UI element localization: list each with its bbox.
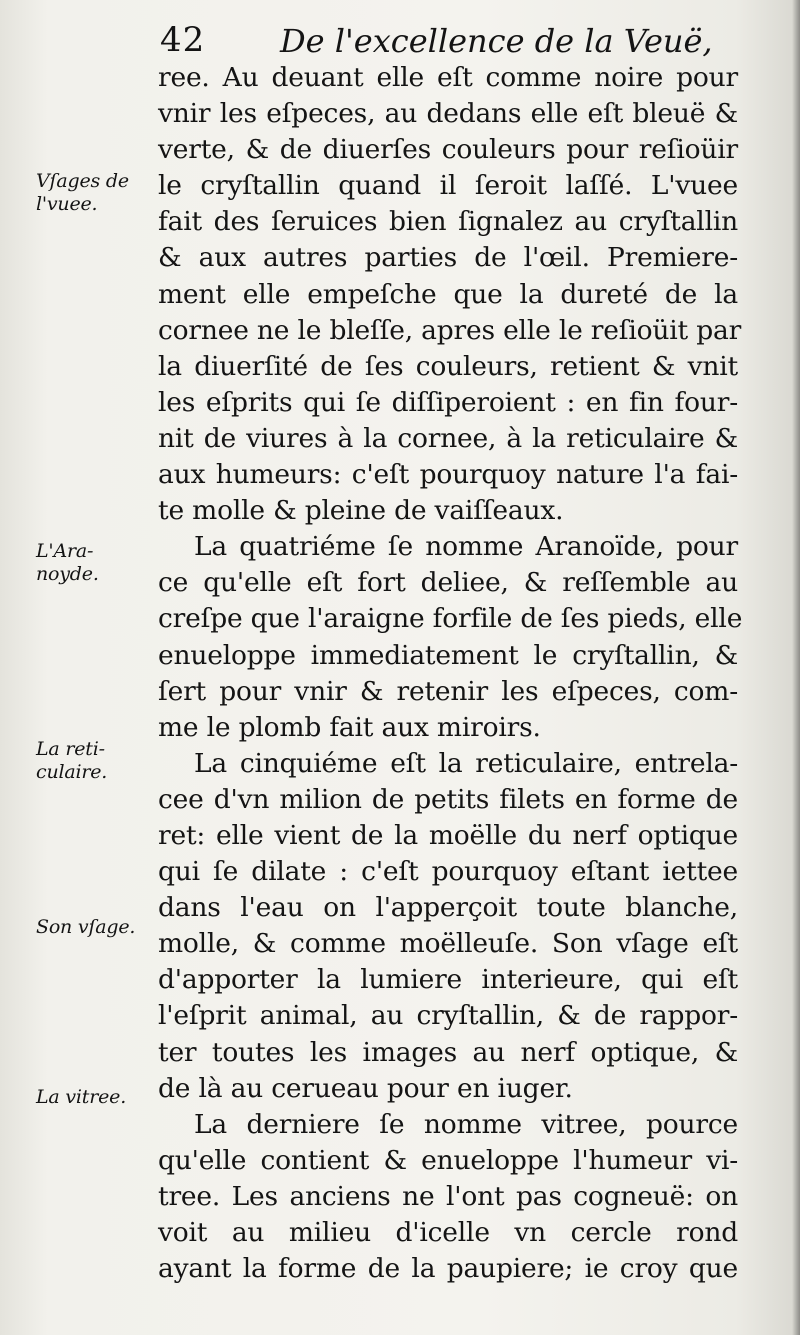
text-line: ce qu'elle eſt fort deliee, & reſſemble au [158,567,738,599]
text-line: d'apporter la lumiere interieure, qui eſt [158,964,738,996]
text-line: cee d'vn milion de petits filets en forme de [158,783,738,815]
text-line: ter toutes les images au nerf optique, & [158,1036,738,1068]
text-line: ment elle empeſche que la dureté de la [158,278,738,310]
body-text [158,60,743,1287]
margin-note-son-usage [36,916,154,939]
margin-note-line: La vitree. [36,1086,127,1108]
text-line: te molle & pleine de vaiſſeaux. [158,495,564,527]
text-line: la diuerſité de ſes couleurs, retient & vnit [158,350,738,382]
text-line: & aux autres parties de l'œil. Premiere- [158,242,738,274]
text-line: tree. Les anciens ne l'ont pas cogneuë: on [158,1180,738,1212]
page-edge-shadow [792,0,800,1335]
text-line: aux humeurs: c'eſt pourquoy nature l'a fai- [158,459,738,491]
text-line: La cinquiéme eſt la reticulaire, entrela- [194,747,738,779]
margin-note-line: l'vuee. [36,193,98,215]
text-line: ſert pour vnir & retenir les eſpeces, com- [158,675,738,707]
text-line: dans l'eau on l'apperçoit toute blanche, [158,892,738,924]
text-line: La derniere ſe nomme vitree, pource [194,1108,738,1140]
text-line: ree. Au deuant elle eſt comme noire pour [158,62,738,93]
margin-note-line: La reti- [36,738,105,760]
margin-note-line: Vſages de [36,170,129,192]
margin-note-aranoyde [36,540,154,586]
margin-note-usages-vuee [36,170,154,216]
margin-note-vitree [36,1086,154,1109]
text-line: La quatriéme ſe nomme Aranoïde, pour [194,531,738,563]
text-line: creſpe que l'araigne forfile de ſes pieds, elle [158,603,743,635]
text-line: ret: elle vient de la moëlle du nerf optique [158,819,738,851]
text-line: le cryſtallin quand il ſeroit laſſé. L'vuee [158,170,738,202]
text-line: voit au milieu d'icelle vn cercle rond [158,1217,738,1248]
margin-note-line: noyde. [36,563,99,585]
text-line: les eſprits qui ſe diſſiperoient : en fin four- [158,386,738,418]
text-line: ayant la forme de la paupiere; ie croy que [158,1253,738,1285]
text-line: enueloppe immediatement le cryſtallin, & [158,639,738,671]
running-title: De l'excellence de la Veuë, [280,22,713,60]
margin-note-reticulaire [36,738,154,784]
margin-note-line: Son vſage. [36,916,136,938]
text-line: qu'elle contient & enueloppe l'humeur vi- [158,1144,738,1176]
margin-note-line: culaire. [36,761,108,783]
text-line: qui ſe dilate : c'eſt pourquoy eſtant iettee [158,856,738,888]
text-line: verte, & de diuerſes couleurs pour reſioüir [158,134,738,166]
text-line: de là au cerueau pour en iuger. [158,1072,573,1104]
text-line: me le plomb fait aux miroirs. [158,711,541,743]
text-line: vnir les eſpeces, au dedans elle eſt bleuë & [158,98,738,130]
text-line: fait des ſeruices bien ſignalez au cryſtallin [158,206,738,238]
text-line: molle, & comme moëlleuſe. Son vſage eſt [158,928,738,960]
page-number: 42 [160,20,206,60]
text-line: cornee ne le bleſſe, apres elle le reſioüit par [158,314,742,346]
margin-note-line: L'Ara- [36,540,94,562]
text-line: nit de viures à la cornee, à la reticulaire & [158,422,738,454]
text-line: l'eſprit animal, au cryſtallin, & de rappor- [158,1000,738,1032]
